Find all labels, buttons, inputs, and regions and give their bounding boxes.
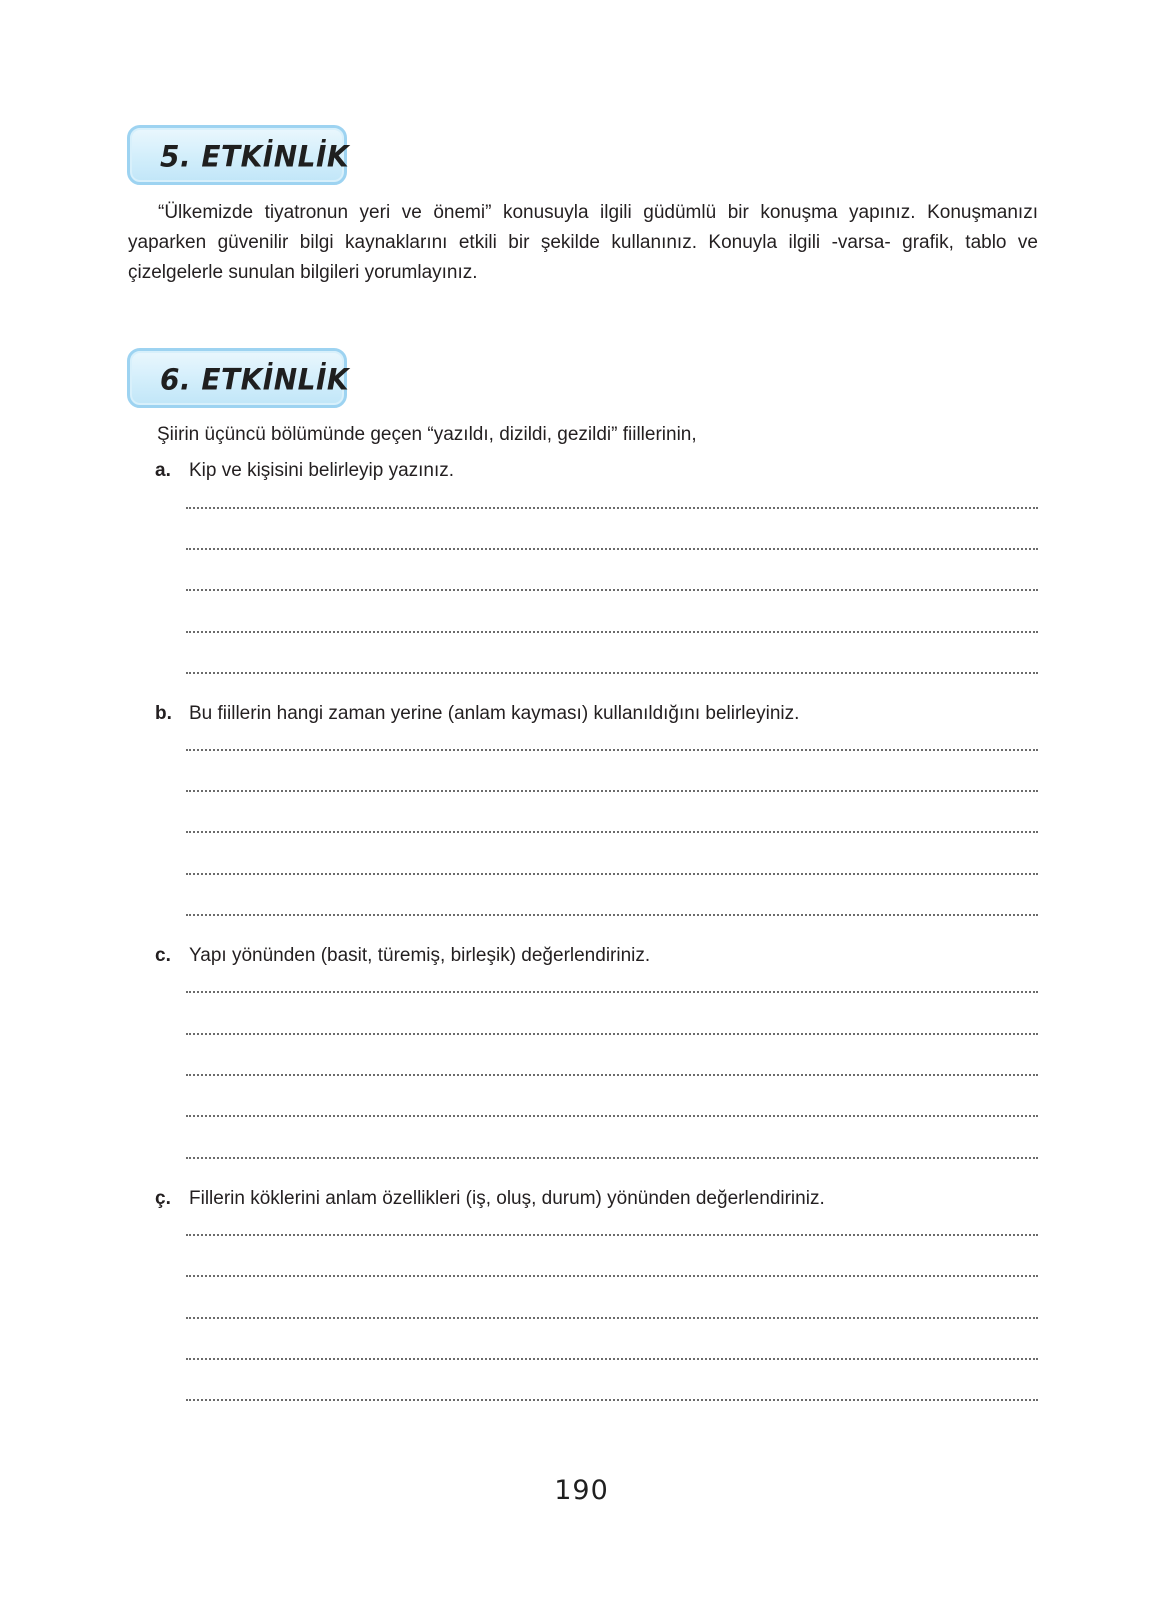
answer-line-c-3[interactable] (186, 1074, 1038, 1076)
page-number: 190 (554, 1475, 609, 1506)
answer-line-b-2[interactable] (186, 790, 1038, 792)
answer-line-b-3[interactable] (186, 831, 1038, 833)
answer-line-c-1[interactable] (186, 991, 1038, 993)
answer-line-b-4[interactable] (186, 873, 1038, 875)
question-c-cedilla (155, 1184, 825, 1214)
answer-line-cc-2[interactable] (186, 1275, 1038, 1277)
question-letter: a. (155, 460, 171, 481)
activity-6-badge (127, 348, 350, 408)
answer-line-a-1[interactable] (186, 507, 1038, 509)
question-letter: c. (155, 945, 171, 966)
question-letter: b. (155, 703, 172, 724)
question-b (155, 699, 799, 729)
answer-line-a-3[interactable] (186, 589, 1038, 591)
answer-line-c-4[interactable] (186, 1115, 1038, 1117)
activity-5-text: “Ülkemizde tiyatronun yeri ve önemi” konusuyla ilgili güdümlü bir konuşma yapınız. Konuşmanızı yaparken güvenilir bilgi kaynaklarını etkili bir şekilde kullanınız. Konuyla ilgili -varsa- grafik, tablo ve çizelgelerle sunulan bilgileri yorumlayınız. (128, 202, 1038, 283)
question-text: Kip ve kişisini belirleyip yazınız. (189, 460, 455, 481)
answer-line-cc-3[interactable] (186, 1317, 1038, 1319)
question-a (155, 456, 454, 486)
answer-line-c-5[interactable] (186, 1157, 1038, 1159)
answer-line-a-4[interactable] (186, 631, 1038, 633)
answer-line-cc-4[interactable] (186, 1358, 1038, 1360)
answer-line-a-5[interactable] (186, 672, 1038, 674)
answer-line-cc-5[interactable] (186, 1399, 1038, 1401)
activity-6-title: 6. ETKİNLİK (160, 362, 350, 397)
answer-line-b-5[interactable] (186, 914, 1038, 916)
question-letter: ç. (155, 1188, 171, 1209)
activity-5-badge (127, 125, 350, 185)
question-text: Yapı yönünden (basit, türemiş, birleşik) değerlendiriniz. (189, 945, 651, 966)
activity-6-intro: Şiirin üçüncü bölümünde geçen “yazıldı, dizildi, gezildi” fiillerinin, (157, 424, 697, 445)
answer-line-c-2[interactable] (186, 1033, 1038, 1035)
question-text: Fillerin köklerini anlam özellikleri (iş, oluş, durum) yönünden değerlendiriniz. (189, 1188, 825, 1209)
question-text: Bu fiillerin hangi zaman yerine (anlam kayması) kullanıldığını belirleyiniz. (189, 703, 800, 724)
answer-line-a-2[interactable] (186, 548, 1038, 550)
answer-line-cc-1[interactable] (186, 1234, 1038, 1236)
activity-5-title: 5. ETKİNLİK (160, 139, 350, 174)
answer-line-b-1[interactable] (186, 749, 1038, 751)
question-c (155, 941, 650, 971)
